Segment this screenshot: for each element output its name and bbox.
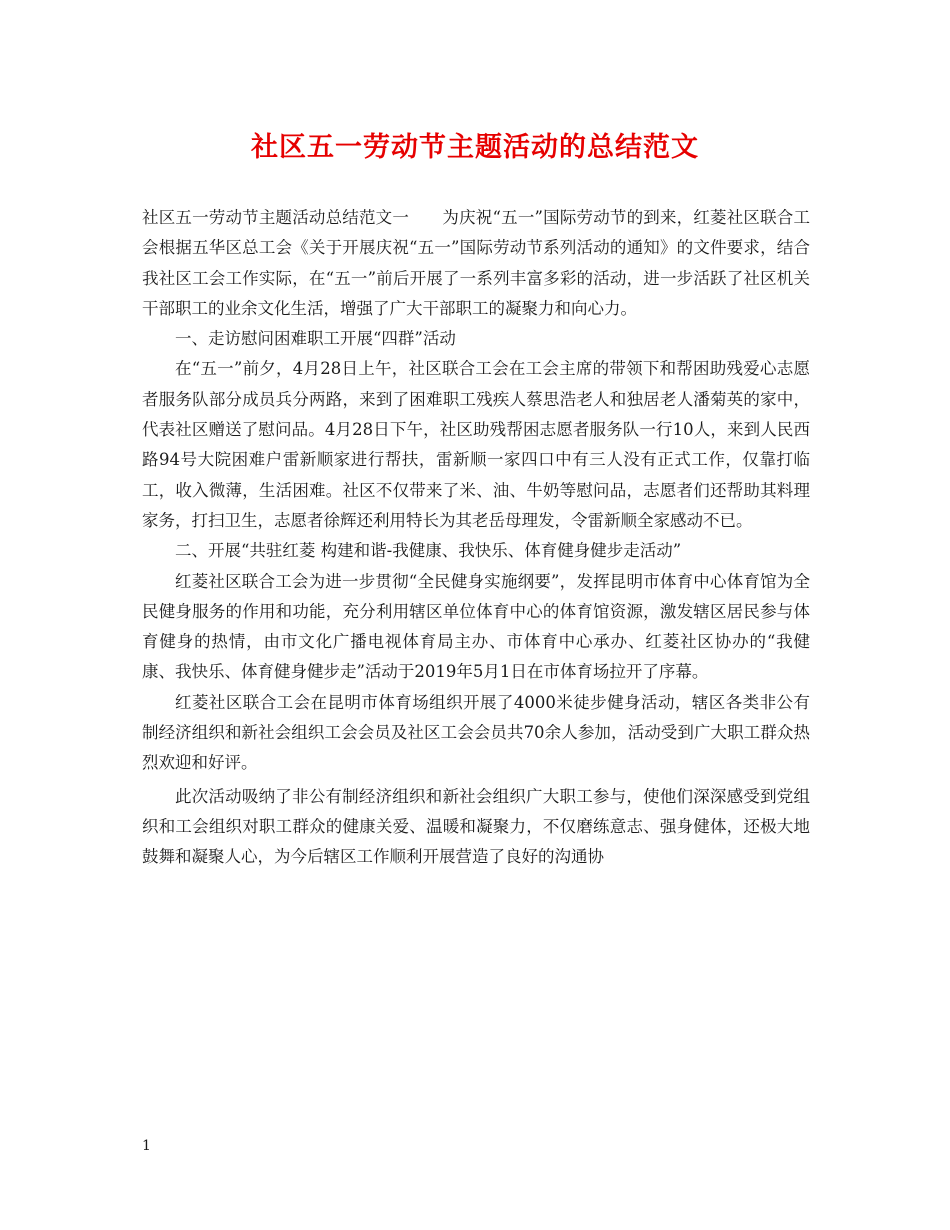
intro-paragraph: 社区五一劳动节主题活动总结范文一 为庆祝“五一”国际劳动节的到来，红菱社区联合工会根据五华区总工会《关于开展庆祝“五一”国际劳动节系列活动的通知》的文件要求，结合我社区工会工作实际，在“五一”前后开展了一系列丰富多彩的活动，进一步活跃了社区机关干部职工的业余文化生活，增强了广大干部职工的凝聚力和向心力。 [142, 208, 810, 318]
section-heading-2: 二、开展“共驻红菱 构建和谐-我健康、我快乐、体育健身健步走活动” [175, 541, 682, 561]
paragraph-fitness: 红菱社区联合工会为进一步贯彻“全民健身实施纲要”，发挥昆明市体育中心体育馆为全民健身服务的作用和功能，充分利用辖区单位体育中心的体育馆资源，激发辖区居民参与体育健身的热情，由市文化广播电视体育局主办、市体育中心承办、红菱社区协办的“我健康、我快乐、体育健身健步走”活动于2019年5月1日在市体育场拉开了序幕。 [142, 571, 810, 682]
document-title: 社区五一劳动节主题活动的总结范文 [251, 132, 699, 163]
document-body [142, 203, 810, 873]
paragraph-summary: 此次活动吸纳了非公有制经济组织和新社会组织广大职工参与，使他们深深感受到党组织和工会组织对职工群众的健康关爱、温暖和凝聚力，不仅磨练意志、强身健体，还极大地鼓舞和凝聚人心，为今后辖区工作顺利开展营造了良好的沟通协 [142, 786, 810, 867]
paragraph-walk: 红菱社区联合工会在昆明市体育场组织开展了4000米徒步健身活动，辖区各类非公有制经济组织和新社会组织工会会员及社区工会会员共70余人参加，活动受到广大职工群众热烈欢迎和好评。 [142, 692, 810, 773]
paragraph-visit: 在“五一”前夕，4月28日上午，社区联合工会在工会主席的带领下和帮困助残爱心志愿者服务队部分成员兵分两路，来到了困难职工残疾人蔡思浩老人和独居老人潘菊英的家中，代表社区赠送了慰问品。4月28日下午，社区助残帮困志愿者服务队一行10人，来到人民西路94号大院困难户雷新顺家进行帮扶，雷新顺一家四口中有三人没有正式工作，仅靠打临工，收入微薄，生活困难。社区不仅带来了米、油、牛奶等慰问品，志愿者们还帮助其料理家务，打扫卫生，志愿者徐辉还利用特长为其老岳母理发，令雷新顺全家感动不已。 [142, 359, 810, 530]
section-heading-1: 一、走访慰问困难职工开展“四群”活动 [175, 329, 456, 349]
page-number: 1 [142, 1138, 151, 1154]
